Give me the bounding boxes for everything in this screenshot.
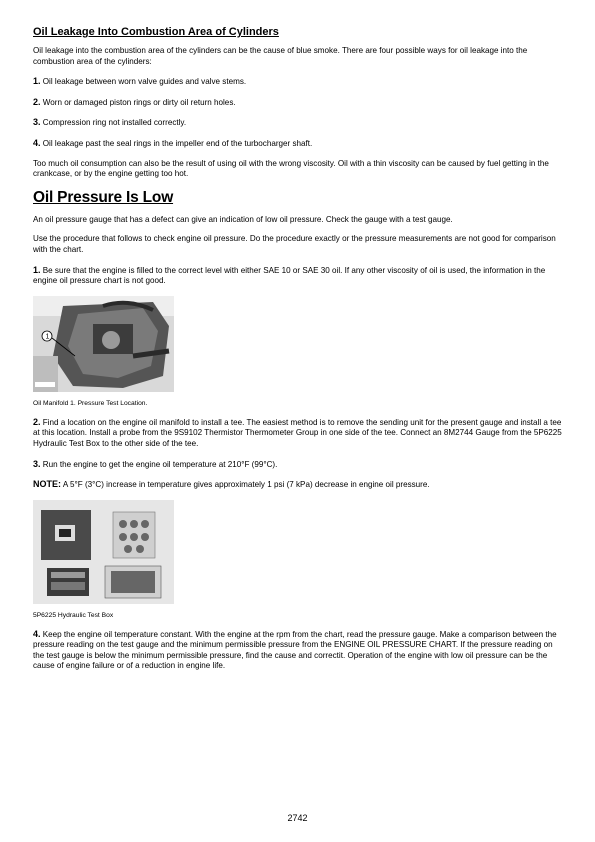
oil-manifold-photo [33,296,174,392]
step-3 [33,459,563,471]
item-text: Compression ring not installed correctly. [42,118,187,128]
note-label: NOTE: [33,479,61,490]
item-number: 2. [33,96,41,107]
paragraph-gauge-defect: An oil pressure gauge that has a defect can give an indication of low oil pressure. Check the gauge with a test gauge. [33,214,453,224]
list-item-4 [33,138,563,150]
item-number: 4. [33,137,41,148]
item-number: 3. [33,117,41,128]
callout-label: 1 [45,333,50,341]
step-number: 1. [33,264,41,275]
step-text: Run the engine to get the engine oil temperature at 210°F (99°C). [42,459,278,469]
list-item-3 [33,117,563,129]
step-number: 3. [33,458,41,469]
note-text: A 5°F (3°C) increase in temperature gives approximately 1 psi (7 kPa) decrease in engine oil pressure. [62,480,430,490]
hydraulic-test-box-photo [33,500,174,604]
step-number: 4. [33,628,41,639]
paragraph-intro: Oil leakage into the combustion area of the cylinders can be the cause of blue smoke. There are four possible ways for oil leakage into the combustion area of the cylinders: [33,46,528,66]
item-text: Worn or damaged piston rings or dirty oil return holes. [42,97,236,107]
paragraph-viscosity: Too much oil consumption can also be the result of using oil with the wrong viscosity. Oil with a thin viscosity can be caused by fuel getting in the crankcase, or by the engine getting too hot. [33,158,549,179]
note [33,479,563,491]
list-item-2 [33,97,563,109]
figure-caption-oil-manifold: Oil Manifold 1. Pressure Test Location. [33,399,148,407]
figure-caption-test-box: 5P6225 Hydraulic Test Box [33,611,114,619]
step-text: Keep the engine oil temperature constant. With the engine at the rpm from the chart, read the pressure gauge. Make a comparison between the pressure reading on the test gauge and the minimum permissible pressure from the ENGINE OIL PRESSURE CHART. If the pressure reading on the test gauge is below the minimum permissible pressure, find the cause and correctit. Operation of the engine with low oil pressure can be the cause of engine failure or of a reduction in engine life. [33,629,557,671]
step-number: 2. [33,416,41,427]
step-4 [33,629,563,672]
item-text: Oil leakage past the seal rings in the impeller end of the turbocharger shaft. [42,138,313,148]
list-item-1 [33,76,563,88]
section-heading-oil-pressure: Oil Pressure Is Low [33,188,174,206]
step-text: Be sure that the engine is filled to the correct level with either SAE 10 or SAE 30 oil. If any other viscosity of oil is used, the information in the engine oil pressure chart is not good. [33,265,546,286]
item-text: Oil leakage between worn valve guides and valve stems. [42,77,247,87]
page-number: 2742 [287,813,308,823]
step-2 [33,417,563,450]
step-text: Find a location on the engine oil manifold to install a tee. The easiest method is to remove the sending unit for the present gauge and install a tee at this location. Install a probe from the 9S9102 Thermistor Thermometer Group in one side of the tee. Connect an 8M2744 Gauge from the 5P6225 Hydraulic Test Box to the other side of the tee. [33,417,562,448]
document-page [33,26,563,681]
section-heading-oil-leakage: Oil Leakage Into Combustion Area of Cylinders [33,26,279,38]
step-1 [33,265,563,287]
item-number: 1. [33,76,41,87]
paragraph-procedure: Use the procedure that follows to check engine oil pressure. Do the procedure exactly or the pressure measurements are not good for comparison with the chart. [33,234,556,254]
